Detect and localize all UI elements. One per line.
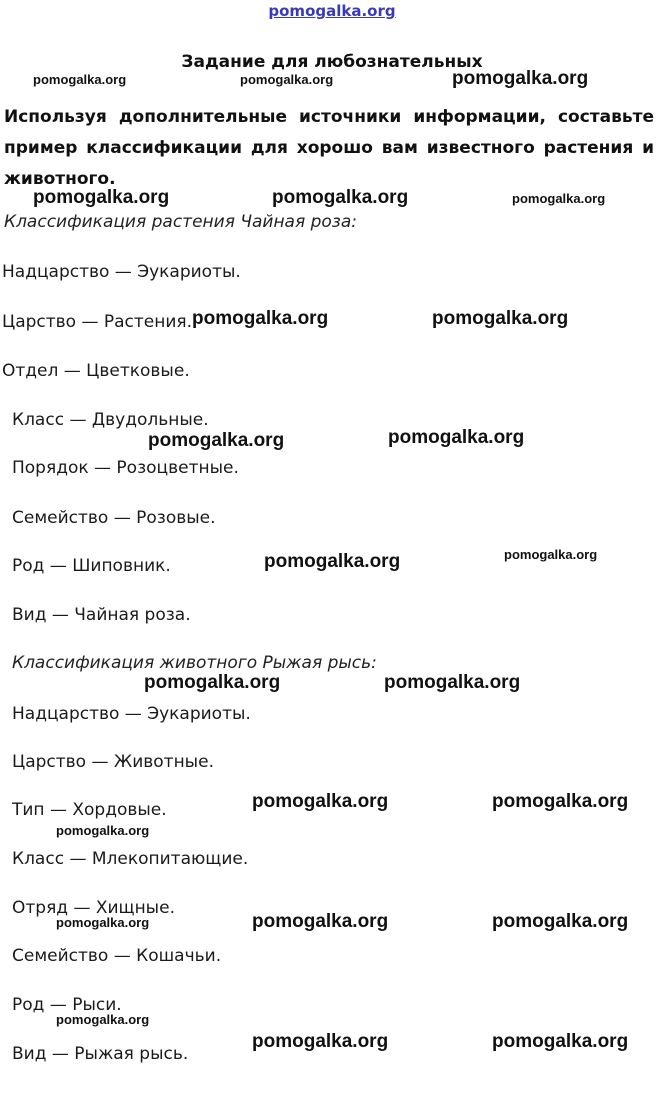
watermark: pomogalka.org <box>492 1031 629 1052</box>
plant-line: Царство — Растения. <box>2 312 193 332</box>
watermark: pomogalka.org <box>252 791 389 812</box>
plant-line: Род — Шиповник. <box>12 556 171 576</box>
watermark: pomogalka.org <box>432 308 569 329</box>
watermark: pomogalka.org <box>264 551 401 572</box>
page-title: Задание для любознательных <box>181 52 483 72</box>
watermark: pomogalka.org <box>56 1012 150 1027</box>
watermark: pomogalka.org <box>272 187 409 208</box>
watermark: pomogalka.org <box>252 1031 389 1052</box>
animal-line: Тип — Хордовые. <box>12 800 167 820</box>
watermark: pomogalka.org <box>384 672 521 693</box>
plant-classification-heading: Классификация растения Чайная роза: <box>4 212 357 232</box>
watermark: pomogalka.org <box>148 430 285 451</box>
animal-line: Класс — Млекопитающие. <box>12 849 249 869</box>
plant-line: Надцарство — Эукариоты. <box>2 262 241 282</box>
watermark: pomogalka.org <box>492 791 629 812</box>
watermark: pomogalka.org <box>33 187 170 208</box>
watermark: pomogalka.org <box>192 308 329 329</box>
plant-line: Вид — Чайная роза. <box>12 605 191 625</box>
watermark: pomogalka.org <box>56 823 150 838</box>
plant-line: Семейство — Розовые. <box>12 508 216 528</box>
site-header-link[interactable]: pomogalka.org <box>268 2 396 20</box>
plant-line: Класс — Двудольные. <box>12 410 209 430</box>
watermark: pomogalka.org <box>492 911 629 932</box>
watermark: pomogalka.org <box>512 191 606 206</box>
watermark: pomogalka.org <box>388 427 525 448</box>
watermark: pomogalka.org <box>252 911 389 932</box>
watermark: pomogalka.org <box>56 915 150 930</box>
plant-line: Отдел — Цветковые. <box>2 361 190 381</box>
animal-line: Надцарство — Эукариоты. <box>12 704 251 724</box>
watermark: pomogalka.org <box>452 68 589 89</box>
watermark: pomogalka.org <box>504 547 598 562</box>
plant-line: Порядок — Розоцветные. <box>12 458 239 478</box>
animal-line: Царство — Животные. <box>12 752 214 772</box>
watermark: pomogalka.org <box>144 672 281 693</box>
watermark: pomogalka.org <box>33 72 127 87</box>
animal-line: Вид — Рыжая рысь. <box>12 1044 189 1064</box>
task-intro: Используя дополнительные источники информации, составьте пример классификации для хорошо вам известного растения и животного. <box>4 107 654 189</box>
animal-line: Род — Рыси. <box>12 995 122 1015</box>
animal-classification-heading: Классификация животного Рыжая рысь: <box>12 653 377 673</box>
animal-line: Семейство — Кошачьи. <box>12 946 222 966</box>
animal-line: Отряд — Хищные. <box>12 898 175 918</box>
watermark: pomogalka.org <box>240 72 334 87</box>
